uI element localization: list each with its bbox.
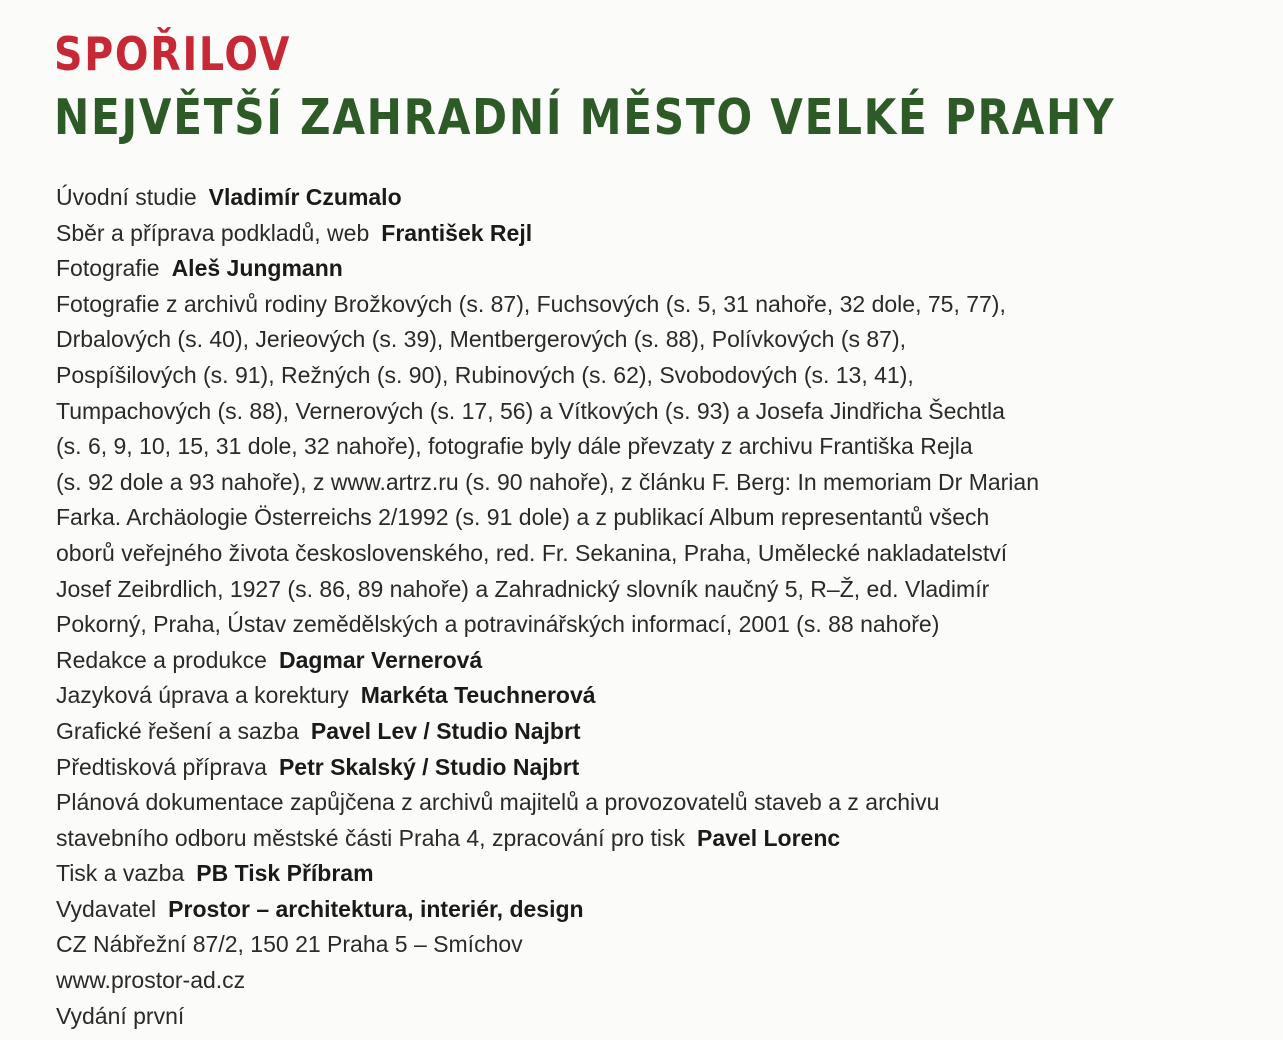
photo-sources-line: Farka. Archäologie Österreichs 2/1992 (s. 91 dole) a z publikací Album representantů všech (56, 504, 990, 531)
credit-name: Petr Skalský / Studio Najbrt (278, 753, 580, 780)
subtitle: NEJVĚTŠÍ ZAHRADNÍ MĚSTO VELKÉ PRAHY (54, 89, 1116, 146)
photo-sources-line: oborů veřejného života československého, red. Fr. Sekanina, Praha, Umělecké nakladatelství (56, 539, 1008, 566)
photo-sources-line: Pokorný, Praha, Ústav zemědělských a potravinářských informací, 2001 (s. 88 nahoře) (56, 611, 940, 638)
credit-name: Pavel Lorenc (697, 824, 841, 851)
credit-label: Jazyková úprava a korektury (56, 682, 349, 709)
credit-line (56, 856, 1066, 892)
credit-name: PB Tisk Příbram (196, 860, 374, 887)
plan-doc-line: Plánová dokumentace zapůjčena z archivů majitelů a provozovatelů staveb a z archivu (56, 789, 940, 816)
credit-line (56, 251, 1066, 287)
credit-line (56, 180, 1066, 216)
credit-label: Tisk a vazba (56, 860, 185, 887)
credit-line (56, 714, 1066, 750)
credit-name: Aleš Jungmann (171, 255, 343, 282)
credit-name: Prostor – architektura, interiér, design (168, 895, 584, 922)
credit-label: Grafické řešení a sazba (56, 717, 299, 744)
edition: Vydání první (56, 1002, 185, 1029)
credit-name: František Rejl (381, 219, 533, 246)
credit-label: Fotografie (56, 255, 160, 282)
credits-block (56, 180, 1066, 1034)
title-spořilov: SPOŘILOV (54, 27, 292, 81)
credit-line (56, 678, 1066, 714)
credit-label: Sběr a příprava podkladů, web (56, 219, 370, 246)
photo-sources-line: Fotografie z archivů rodiny Brožkových (s. 87), Fuchsových (s. 5, 31 nahoře, 32 dole, 75, 77), (56, 290, 1006, 317)
credit-name: Dagmar Vernerová (278, 646, 483, 673)
photo-sources-line: Pospíšilových (s. 91), Režných (s. 90), Rubinových (s. 62), Svobodových (s. 13, 41), (56, 361, 914, 388)
credit-line (56, 821, 1066, 857)
publisher-address: CZ Nábřežní 87/2, 150 21 Praha 5 – Smíchov (56, 931, 523, 958)
credit-name: Pavel Lev / Studio Najbrt (310, 717, 581, 744)
credit-label: Vydavatel (56, 895, 157, 922)
credit-label: Úvodní studie (56, 184, 197, 210)
credit-label: stavebního odboru městské části Praha 4, zpracování pro tisk (56, 824, 685, 851)
credit-name: Markéta Teuchnerová (360, 682, 596, 709)
credit-line (56, 750, 1066, 786)
credit-label: Redakce a produkce (56, 646, 267, 673)
credit-line (56, 643, 1066, 679)
credit-name: Vladimír Czumalo (208, 184, 402, 210)
photo-sources-line: Josef Zeibrdlich, 1927 (s. 86, 89 nahoře) a Zahradnický slovník naučný 5, R–Ž, ed. Vladimír (56, 575, 990, 602)
credit-line (56, 892, 1066, 928)
credit-label: Předtisková příprava (56, 753, 267, 780)
photo-sources-line: Drbalových (s. 40), Jerieových (s. 39), Mentbergerových (s. 88), Polívkových (s 87), (56, 326, 907, 353)
credit-line (56, 216, 1066, 252)
photo-sources-line: (s. 6, 9, 10, 15, 31 dole, 32 nahoře), fotografie byly dále převzaty z archivu Františka Rejla (56, 433, 973, 460)
photo-sources-line: Tumpachových (s. 88), Vernerových (s. 17, 56) a Vítkových (s. 93) a Josefa Jindřicha Šechtla (56, 397, 1005, 424)
photo-sources-line: (s. 92 dole a 93 nahoře), z www.artrz.ru (s. 90 nahoře), z článku F. Berg: In memoriam Dr Marian (56, 468, 1039, 495)
publisher-website: www.prostor-ad.cz (56, 967, 246, 994)
